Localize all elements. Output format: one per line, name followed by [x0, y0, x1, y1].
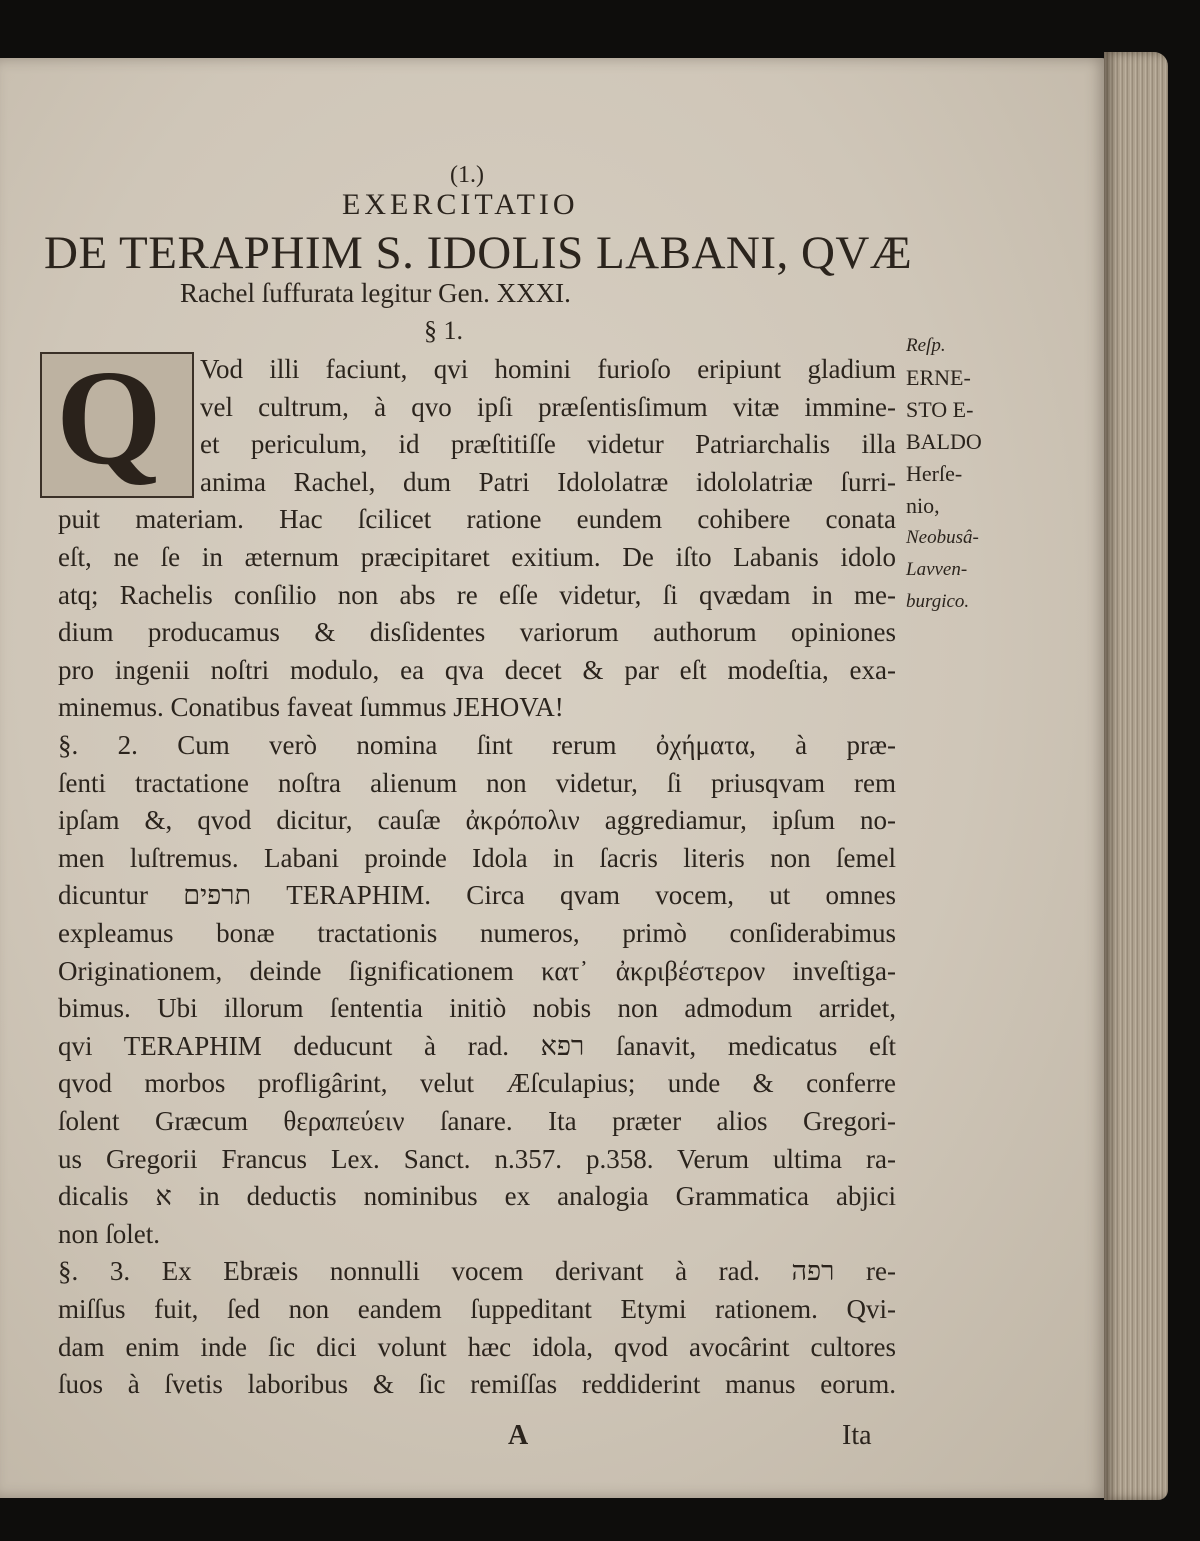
text-line: non ſolet. [58, 1219, 160, 1249]
page-mark: (1.) [450, 162, 484, 188]
text-line: men luſtremus. Labani proinde Idola in ſacris literis non ſemel [58, 843, 896, 873]
margin-note [906, 330, 1026, 618]
text-line: pro ingenii noſtri modulo, ea qva decet & par eſt modeſtia, exa- [58, 655, 896, 685]
signature-mark: A [508, 1420, 529, 1451]
text-line: dium producamus & disſidentes variorum authorum opiniones [58, 617, 896, 647]
text-line: §. 3. Ex Ebræis nonnulli vocem derivant à rad. רפה re- [58, 1256, 896, 1286]
title-line-3: Rachel ſuffurata legitur Gen. XXXI. [180, 278, 571, 308]
text-line: Originationem, deinde ſignificationem κατ᾽ ἀκριβέστερον inveſtiga- [58, 956, 896, 986]
text-line: us Gregorii Francus Lex. Sanct. n.357. p.358. Verum ultima ra- [58, 1144, 896, 1174]
text-line: qvod morbos profligârint, velut Æſculapius; unde & conferre [58, 1068, 896, 1098]
catchword: Ita [842, 1420, 872, 1451]
text-line: qvi TERAPHIM deducunt à rad. רפא ſanavit, medicatus eſt [58, 1031, 896, 1061]
text-line: puit materiam. Hac ſcilicet ratione eundem cohibere conata [58, 504, 896, 534]
text-line: dicalis א in deductis nominibus ex analogia Grammatica abjici [58, 1181, 896, 1211]
text-line: Vod illi faciunt, qvi homini furioſo eripiunt gladium [200, 354, 896, 384]
margin-line: Lavven- [906, 559, 968, 580]
text-line: anima Rachel, dum Patri Idololatræ idololatriæ ſurri- [200, 467, 896, 497]
margin-line: burgico. [906, 591, 970, 612]
text-line: ſuos à ſvetis laboribus & ſic remiſſas reddiderint manus eorum. [58, 1369, 896, 1399]
margin-line: nio, [906, 493, 940, 518]
text-line: ipſam &, qvod dicitur, cauſæ ἀκρόπολιν aggrediamur, ipſum no- [58, 805, 896, 835]
initial-letter: Q [56, 343, 162, 493]
decorated-initial [40, 343, 194, 498]
text-line: §. 2. Cum verò nomina ſint rerum ὀχήματα, à præ- [58, 730, 896, 760]
text-line: expleamus bonæ tractationis numeros, primò conſiderabimus [58, 918, 896, 948]
text-line: ſolent Græcum θεραπεύειν ſanare. Ita præter alios Gregori- [58, 1106, 896, 1136]
text-line: vel cultrum, à qvo ipſi præſentisſimum vitæ immine- [200, 392, 896, 422]
text-line: et periculum, id præſtitiſſe videtur Patriarchalis illa [200, 429, 896, 459]
text-line: dicuntur תרפים TERAPHIM. Circa qvam vocem, ut omnes [58, 880, 896, 910]
text-line: dam enim inde ſic dici volunt hæc idola, qvod avocârint cultores [58, 1332, 896, 1362]
text-line: minemus. Conatibus faveat ſummus JEHOVA! [58, 692, 564, 722]
margin-line: ERNE- [906, 365, 971, 390]
text-line: ſenti tractatione noſtra alienum non videtur, ſi priusqvam rem [58, 768, 896, 798]
text-line: bimus. Ubi illorum ſententia initiò nobis non admodum arridet, [58, 993, 896, 1023]
margin-line: BALDO [906, 429, 982, 454]
title-line-1: EXERCITATIO [342, 188, 579, 221]
title-line-2: DE TERAPHIM S. IDOLIS LABANI, QVÆ [44, 227, 913, 279]
margin-line: STO E- [906, 397, 974, 422]
text-line: eſt, ne ſe in æternum præcipitaret exitium. De iſto Labanis idolo [58, 542, 896, 572]
section-1-mark: § 1. [424, 316, 463, 345]
text-line: atq; Rachelis conſilio non abs re eſſe videtur, ſi qvædam in me- [58, 580, 896, 610]
margin-line: Neobusâ- [906, 527, 979, 548]
margin-line: Reſp. [906, 335, 946, 356]
margin-line: Herſe- [906, 461, 963, 486]
text-line: miſſus fuit, ſed non eandem ſuppeditant Etymi rationem. Qvi- [58, 1294, 896, 1324]
page-edges [1104, 52, 1168, 1500]
